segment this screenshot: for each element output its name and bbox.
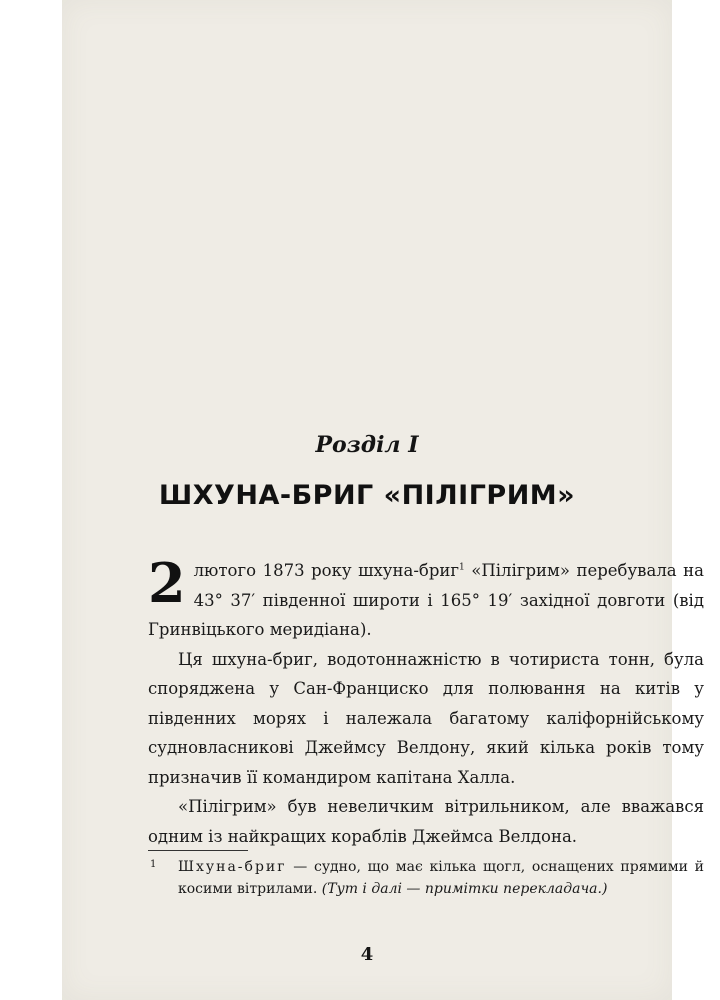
paragraph-2: Ця шхуна-бриг, водотоннажністю в чотириста тонн, була споряджена у Сан-Франциско для полювання на китів у південних морях і належала багатому каліфорнійському судновласникові Джеймсу Велдону, який кілька років тому призначив її командиром капітана Халла. bbox=[148, 649, 704, 787]
chapter-title: ШХУНА-БРИГ «ПІЛІГРИМ» bbox=[158, 480, 576, 511]
footnote-translator-note: (Тут і далі — примітки перекладача.) bbox=[321, 881, 608, 897]
paragraph-1 bbox=[148, 551, 704, 645]
body-text bbox=[148, 551, 704, 851]
footnote-mark: 1 bbox=[150, 859, 157, 870]
book-page bbox=[62, 0, 704, 1000]
footnote-divider bbox=[148, 850, 248, 851]
chapter-label: Розділ І bbox=[315, 432, 419, 458]
paragraph-3: «Пілігрим» був невеличким вітрильником, але вважався одним із найкращих кораблів Джеймса Велдона. bbox=[148, 797, 704, 846]
footnote-term: Шхуна-бриг bbox=[178, 859, 287, 875]
footnote bbox=[148, 850, 704, 900]
footnote-text: — судно, що має кілька щогл, оснащених прямими й косими вітрилами. bbox=[178, 859, 704, 897]
paragraph-1-text-end: «Пілігрим» перебувала на 43° 37′ південної широти і 165° 19′ західної довготи (від Гринвіцького меридіана). bbox=[148, 561, 704, 639]
drop-cap: 2 bbox=[148, 551, 186, 615]
footnote-body bbox=[148, 856, 704, 900]
page-number: 4 bbox=[360, 944, 374, 965]
footnote-reference: 1 bbox=[459, 562, 465, 573]
paragraph-1-text-start: лютого 1873 року шхуна-бриг bbox=[193, 561, 460, 580]
